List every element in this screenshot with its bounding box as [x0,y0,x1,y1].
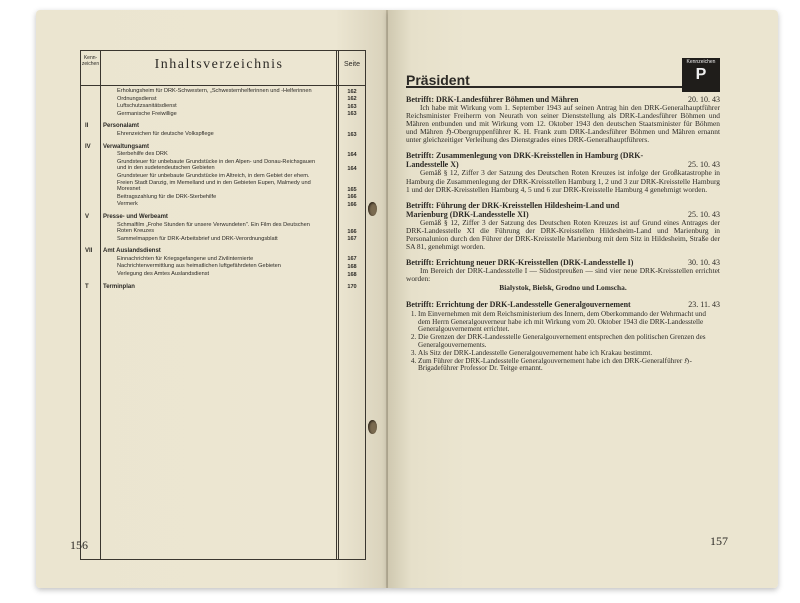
toc-entry-page: 167 [347,256,357,263]
toc-entry-row [81,236,365,243]
toc-entry-page: 167 [347,236,357,243]
announcement-title [406,300,720,309]
toc-entry-row [81,151,365,158]
announcement-date: 23. 11. 43 [688,299,720,309]
announcement-body: Im Bereich der DRK-Landesstelle I — Südostpreußen — sind vier neue DRK-Kreisstellen errichtet worden: [406,266,720,284]
list-item: 3. Als Sitz der DRK-Landesstelle Generalgouvernement habe ich Krakau bestimmt. [418,350,720,358]
toc-section-row [81,214,365,221]
toc-entry-code: T [85,283,89,290]
toc-entries [81,87,365,290]
toc-entry-row [81,263,365,270]
toc-entry-text: Sammelmappen für DRK-Arbeitsbrief und DRK-Verordnungsblatt [117,235,278,242]
kennzeichen-box [682,58,720,92]
announcement-blocks [406,95,720,373]
toc-entry-text: Amt Auslandsdienst [103,248,161,255]
toc-entry-row [81,88,365,95]
announcement-date: 30. 10. 43 [688,258,720,268]
toc-entry-text: Verlegung des Amtes Auslandsdienst [117,271,210,278]
toc-entry-text: Ordnungsdienst [117,95,157,102]
toc-entry-text: Ehrenzeichen für deutsche Volkspflege [117,130,214,137]
left-page [36,10,388,588]
toc-entry-page: 164 [347,165,357,172]
toc-entry-text: Verwaltungsamt [103,143,150,150]
toc-entry-text: Schmalfilm „Frohe Stunden für unsere Verwundeten". Ein Film des Deutschen Roten Kreuzes [117,221,310,235]
list-item: 1. Im Einvernehmen mit dem Reichsministerium des Innern, dem Oberkommando der Wehrmacht und dem Herrn Generalgouverneur habe ich mit Wirkung vom 20. Oktober 1943 die DRK-Landesstelle Generalgouvernement errichtet. [418,311,720,334]
list-item: 4. Zum Führer der DRK-Landesstelle Generalgouvernement habe ich den DRK-Generalführer ℌ-Brigadeführer Professor Dr. Teitge ernannt. [418,358,720,374]
announcement-block [406,151,720,193]
toc-entry-row [81,103,365,110]
right-page-content [406,58,720,373]
announcement-place-list: Bialystok, Bielsk, Grodno und Lomscha. [499,283,627,293]
announcement-date: 25. 10. 43 [688,209,720,219]
announcement-body: Ich habe mit Wirkung vom 1. September 1943 auf seinen Antrag hin den DRK-Generalhauptführer Reichsminister Freiherrn von Neurath von seiner Dienststellung als DRK-Landesführer Böhmen und Mähren entbunden und mit Wirkung vom 12. Oktober 1943 den deutschen Staatsminister für Böhmen und Mähren ℌ-Obergruppenführer K. H. Frank zum DRK-Landesführer Böhmen und Mähren ernannt unter gleichzeitiger Verleihung des Dienstgrades eines DRK-Generalhauptführers. [406,103,720,145]
toc-entry-code: IV [85,143,91,150]
announcement-block [406,95,720,144]
seite-column-header: Seite [344,61,360,68]
section-header [406,58,720,88]
toc-table [80,50,366,560]
toc-entry-text: Personalamt [103,123,140,130]
toc-entry-row [81,96,365,103]
toc-entry-page: 162 [347,88,357,95]
toc-entry-row [81,194,365,201]
toc-entry-page: 162 [347,96,357,103]
toc-header [81,51,365,86]
toc-title: Inhaltsverzeichnis [154,57,284,72]
toc-entry-text: Erholungsheim für DRK-Schwestern, „Schwesternhelferinnen und -Helferinnen [117,88,312,94]
toc-entry-page: 164 [347,151,357,158]
punch-hole [368,420,377,434]
toc-entry-row [81,201,365,208]
announcement-title-text: Betrifft: DRK-Landesführer Böhmen und Mähren [406,95,579,104]
toc-entry-text: Luftschutzsanitätsdienst [117,103,177,110]
toc-entry-text: Vermerk [117,201,138,208]
toc-entry-row [81,271,365,278]
announcement-title-text: Betrifft: Zusammenlegung von DRK-Kreisstellen in Hamburg (DRK-Landesstelle X) [406,151,644,170]
list-item: 2. Die Grenzen der DRK-Landesstelle Generalgouvernement entsprechen den politischen Grenzen des Generalgouvernements. [418,334,720,350]
toc-entry-page: 163 [347,111,357,118]
toc-entry-page: 163 [347,131,357,138]
section-title: Präsident [406,71,470,88]
toc-entry-code: VII [85,248,93,255]
toc-entry-row [81,159,365,172]
toc-entry-row [81,256,365,263]
kennzeichen-label: Kennzeichen [686,59,716,65]
announcement-numbered-list [406,311,720,373]
kennzeichen-letter: P [695,66,707,83]
toc-entry-text: Germanische Freiwillige [117,110,177,117]
toc-section-row [81,248,365,255]
toc-section-row [81,123,365,130]
toc-entry-page: 166 [347,201,357,208]
toc-entry-row [81,111,365,118]
announcement-title-text: Betrifft: Errichtung der DRK-Landesstelle Generalgouvernement [406,299,631,309]
announcement-date: 25. 10. 43 [688,160,720,170]
toc-entry-page: 168 [347,271,357,278]
toc-entry-code: II [85,123,89,130]
announcement-body: Gemäß § 12, Ziffer 3 der Satzung des Deutschen Roten Kreuzes ist infolge der Großkatastrophe in Hamburg die Zusammenlegung der DRK-Kreisstellen Hamburg 1, 2 und 3 zur DRK-Kreisstelle Hamburg 1 und der DRK-Kreisstellen Hamburg 4, 5 und 6 zur DRK-Kreisstelle Hamburg 4 genehmigt worden. [406,168,720,194]
announcement-block [406,258,720,293]
announcement-date: 20. 10. 43 [688,95,720,104]
left-page-number: 156 [70,538,88,552]
announcement-block [406,201,720,251]
toc-entry-row [81,222,365,235]
announcement-body: Gemäß § 12, Ziffer 3 der Satzung des Deutschen Roten Kreuzes ist auf Grund eines Antrages der DRK-Landesstelle XI die Führung der DRK-Kreisstellen Hildesheim-Land und Marienburg in Personalunion durch den Führer der DRK-Kreisstelle Marienburg mit dem Sitz in Hildesheim, Straße der SA 81, genehmigt worden. [406,217,720,252]
announcement-title-text: Betrifft: Führung der DRK-Kreisstellen Hildesheim-Land und Marienburg (DRK-Landesstelle XI) [406,200,620,219]
toc-entry-row [81,131,365,138]
toc-entry-page: 168 [347,264,357,271]
announcement-title [406,201,720,219]
toc-entry-text: Presse- und Werbeamt [103,213,168,220]
announcement-title-text: Betrifft: Errichtung neuer DRK-Kreisstellen (DRK-Landesstelle I) [406,258,634,268]
toc-entry-text: Sterbehilfe des DRK [117,151,168,158]
announcement-title [406,258,720,267]
toc-entry-row [81,173,365,193]
announcement-block [406,300,720,373]
right-page-number: 157 [710,534,728,548]
toc-entry-text: Grundsteuer für unbebaute Grundstücke im Altreich, in dem Gebiet der ehem. Freien Stadt Danzig, im Memelland und in den Gebieten Eupen, Malmedy und Moresnet [117,172,311,193]
toc-entry-page: 166 [347,194,357,201]
toc-entry-page: 166 [347,228,357,235]
toc-section-row [81,284,365,291]
toc-entry-code: V [85,213,90,220]
punch-hole [368,202,377,216]
toc-entry-page: 170 [347,284,357,291]
toc-entry-text: Terminplan [103,283,135,290]
toc-entry-text: Einnachrichten für Kriegsgefangene und Zivilinternierte [117,255,254,262]
kennzeichen-column-header: Kenn-zeichen [81,55,100,67]
toc-entry-text: Beitragszahlung für die DRK-Sterbehilfe [117,193,217,200]
announcement-title [406,95,720,104]
toc-entry-text: Nachrichtenvermittlung aus heimatlichen luftgefährdeten Gebieten [117,263,281,270]
announcement-title [406,151,720,169]
toc-entry-text: Grundsteuer für unbebaute Grundstücke in den Alpen- und Donau-Reichsgauen und in den sudetendeutschen Gebieten [117,158,316,172]
toc-entry-page: 165 [347,186,357,193]
toc-section-row [81,144,365,151]
toc-entry-page: 163 [347,103,357,110]
